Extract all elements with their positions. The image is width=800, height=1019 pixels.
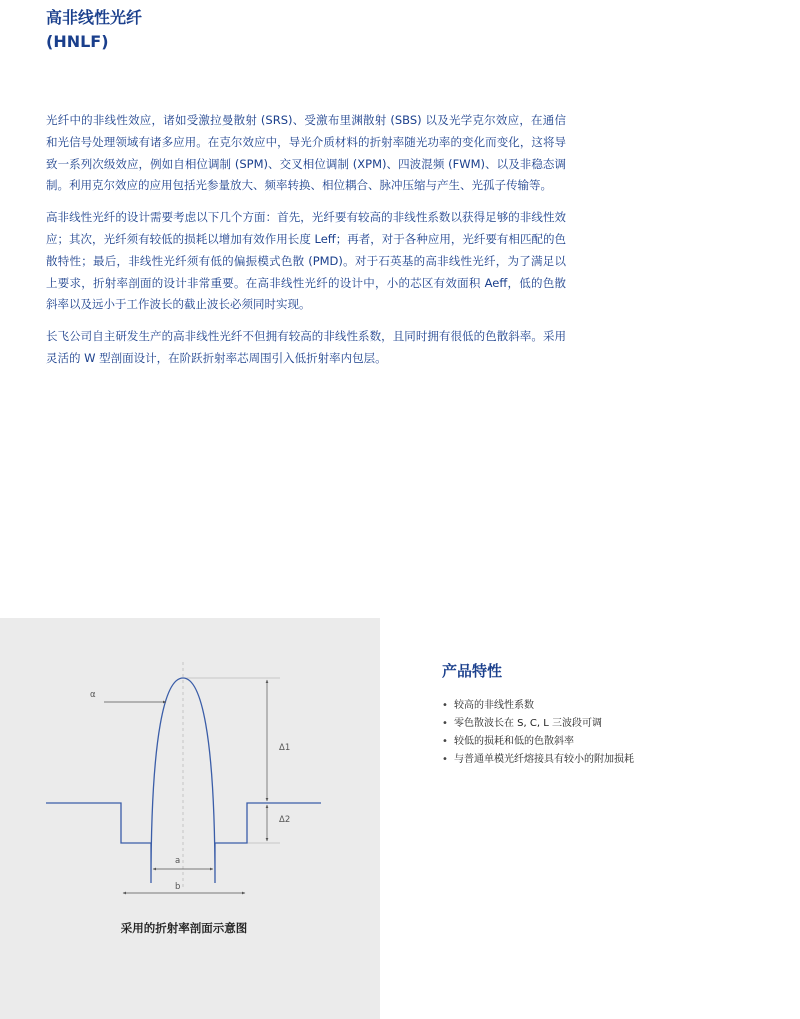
b-label: b bbox=[175, 882, 181, 892]
refractive-index-figure bbox=[0, 618, 380, 1019]
intro-paragraph: 高非线性光纤的设计需要考虑以下几个方面：首先，光纤要有较高的非线性系数以获得足够的非线性效应；其次，光纤须有较低的损耗以增加有效作用长度 Leff；再者，对于各种应用，光纤要有相匹配的色散特性；最后，非线性光纤须有低的偏振模式色散 (PMD)。对于石英基的高非线性光纤，为了满足以上要求，折射率剖面的设计非常重要。在高非线性光纤的设计中，小的芯区有效面积 Aeff，低的色散斜率以及远小于工作波长的截止波长必须同时实现。 bbox=[46, 210, 566, 312]
a-label: a bbox=[175, 856, 181, 866]
features-heading: 产品特性 bbox=[442, 662, 503, 680]
title-main: 高非线性光纤 bbox=[46, 8, 143, 27]
title-abbreviation: (HNLF) bbox=[46, 32, 109, 51]
alpha-label: α bbox=[90, 690, 96, 700]
refractive-index-profile-diagram bbox=[0, 618, 380, 918]
delta1-label: Δ1 bbox=[279, 743, 291, 753]
intro-paragraph: 光纤中的非线性效应，诸如受激拉曼散射 (SRS)、受激布里渊散射 (SBS) 以及光学克尔效应，在通信和光信号处理领域有诸多应用。在克尔效应中，导光介质材料的折射率随光功率的变化而变化，这将导致一系列次级效应，例如自相位调制 (SPM)、交叉相位调制 (XPM)、四波混频 (FWM)、以及非稳态调制。利用克尔效应的应用包括光参量放大、频率转换、相位耦合、脉冲压缩与产生、光孤子传输等。 bbox=[46, 113, 566, 193]
profile-curve bbox=[46, 678, 321, 883]
figure-caption: 采用的折射率剖面示意图 bbox=[120, 921, 248, 935]
feature-item: • 零色散波长在 S, C, L 三波段可调 bbox=[442, 715, 782, 733]
product-features bbox=[442, 660, 782, 769]
feature-item: • 较高的非线性系数 bbox=[442, 697, 782, 715]
features-list bbox=[442, 697, 782, 769]
intro-paragraph: 长飞公司自主研发生产的高非线性光纤不但拥有较高的非线性系数，且同时拥有很低的色散斜率。采用灵活的 W 型剖面设计，在阶跃折射率芯周围引入低折射率内包层。 bbox=[46, 329, 566, 365]
delta2-label: Δ2 bbox=[279, 815, 291, 825]
feature-item: • 与普通单模光纤熔接具有较小的附加损耗 bbox=[442, 751, 782, 769]
page-title bbox=[46, 6, 142, 54]
feature-item: • 较低的损耗和低的色散斜率 bbox=[442, 733, 782, 751]
intro-text bbox=[46, 110, 566, 380]
